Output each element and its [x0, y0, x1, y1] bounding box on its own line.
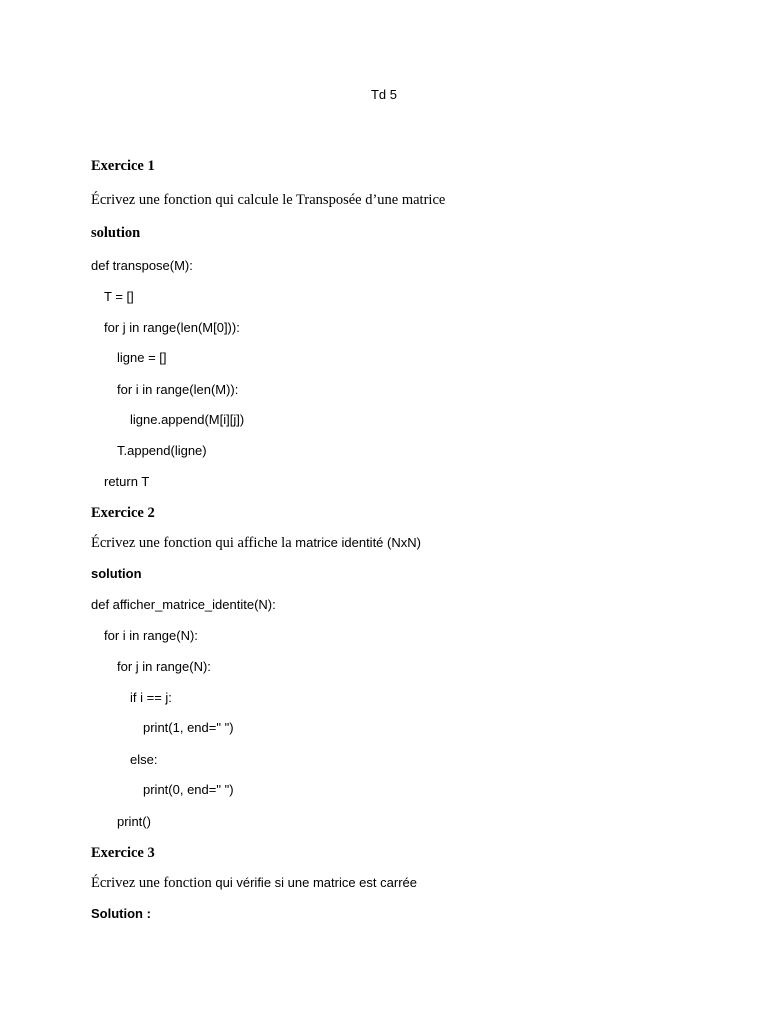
code-line: ligne.append(M[i][j])	[130, 412, 245, 427]
exercise-2-statement-part1: Écrivez une fonction qui affiche la	[91, 535, 296, 551]
exercise-3-heading: Exercice 3	[91, 845, 155, 861]
exercise-2-solution-label: solution	[91, 566, 142, 581]
exercise-1-statement: Écrivez une fonction qui calcule le Transposée d’une matrice	[91, 192, 446, 208]
exercise-1-solution-label: solution	[91, 225, 141, 241]
code-line: T.append(ligne)	[117, 443, 207, 458]
code-line: for j in range(N):	[117, 659, 211, 674]
exercise-3-statement	[91, 874, 417, 892]
exercise-1-heading: Exercice 1	[91, 158, 155, 174]
exercise-3-statement-part1: Écrivez une fonction	[91, 875, 216, 891]
code-line: def transpose(M):	[91, 258, 193, 273]
exercise-3-statement-part2: qui vérifie si une matrice est carrée	[215, 875, 417, 890]
exercise-2-statement	[91, 534, 421, 552]
exercise-2-heading: Exercice 2	[91, 505, 155, 521]
code-line: return T	[104, 474, 150, 489]
code-line: for i in range(N):	[104, 628, 198, 643]
document-title: Td 5	[370, 87, 397, 102]
code-line: print(1, end=" ")	[143, 720, 234, 735]
code-line: if i == j:	[130, 690, 172, 705]
code-line: for j in range(len(M[0])):	[104, 320, 240, 335]
code-line: T = []	[104, 289, 134, 304]
code-line: for i in range(len(M)):	[117, 382, 239, 397]
code-line: print(0, end=" ")	[143, 782, 234, 797]
exercise-2-statement-part2: matrice identité (NxN)	[295, 535, 421, 550]
code-line: else:	[130, 752, 158, 767]
exercise-3-solution-label: Solution :	[91, 906, 151, 921]
code-line: print()	[117, 814, 151, 829]
code-line: def afficher_matrice_identite(N):	[91, 597, 276, 612]
code-line: ligne = []	[117, 350, 167, 365]
